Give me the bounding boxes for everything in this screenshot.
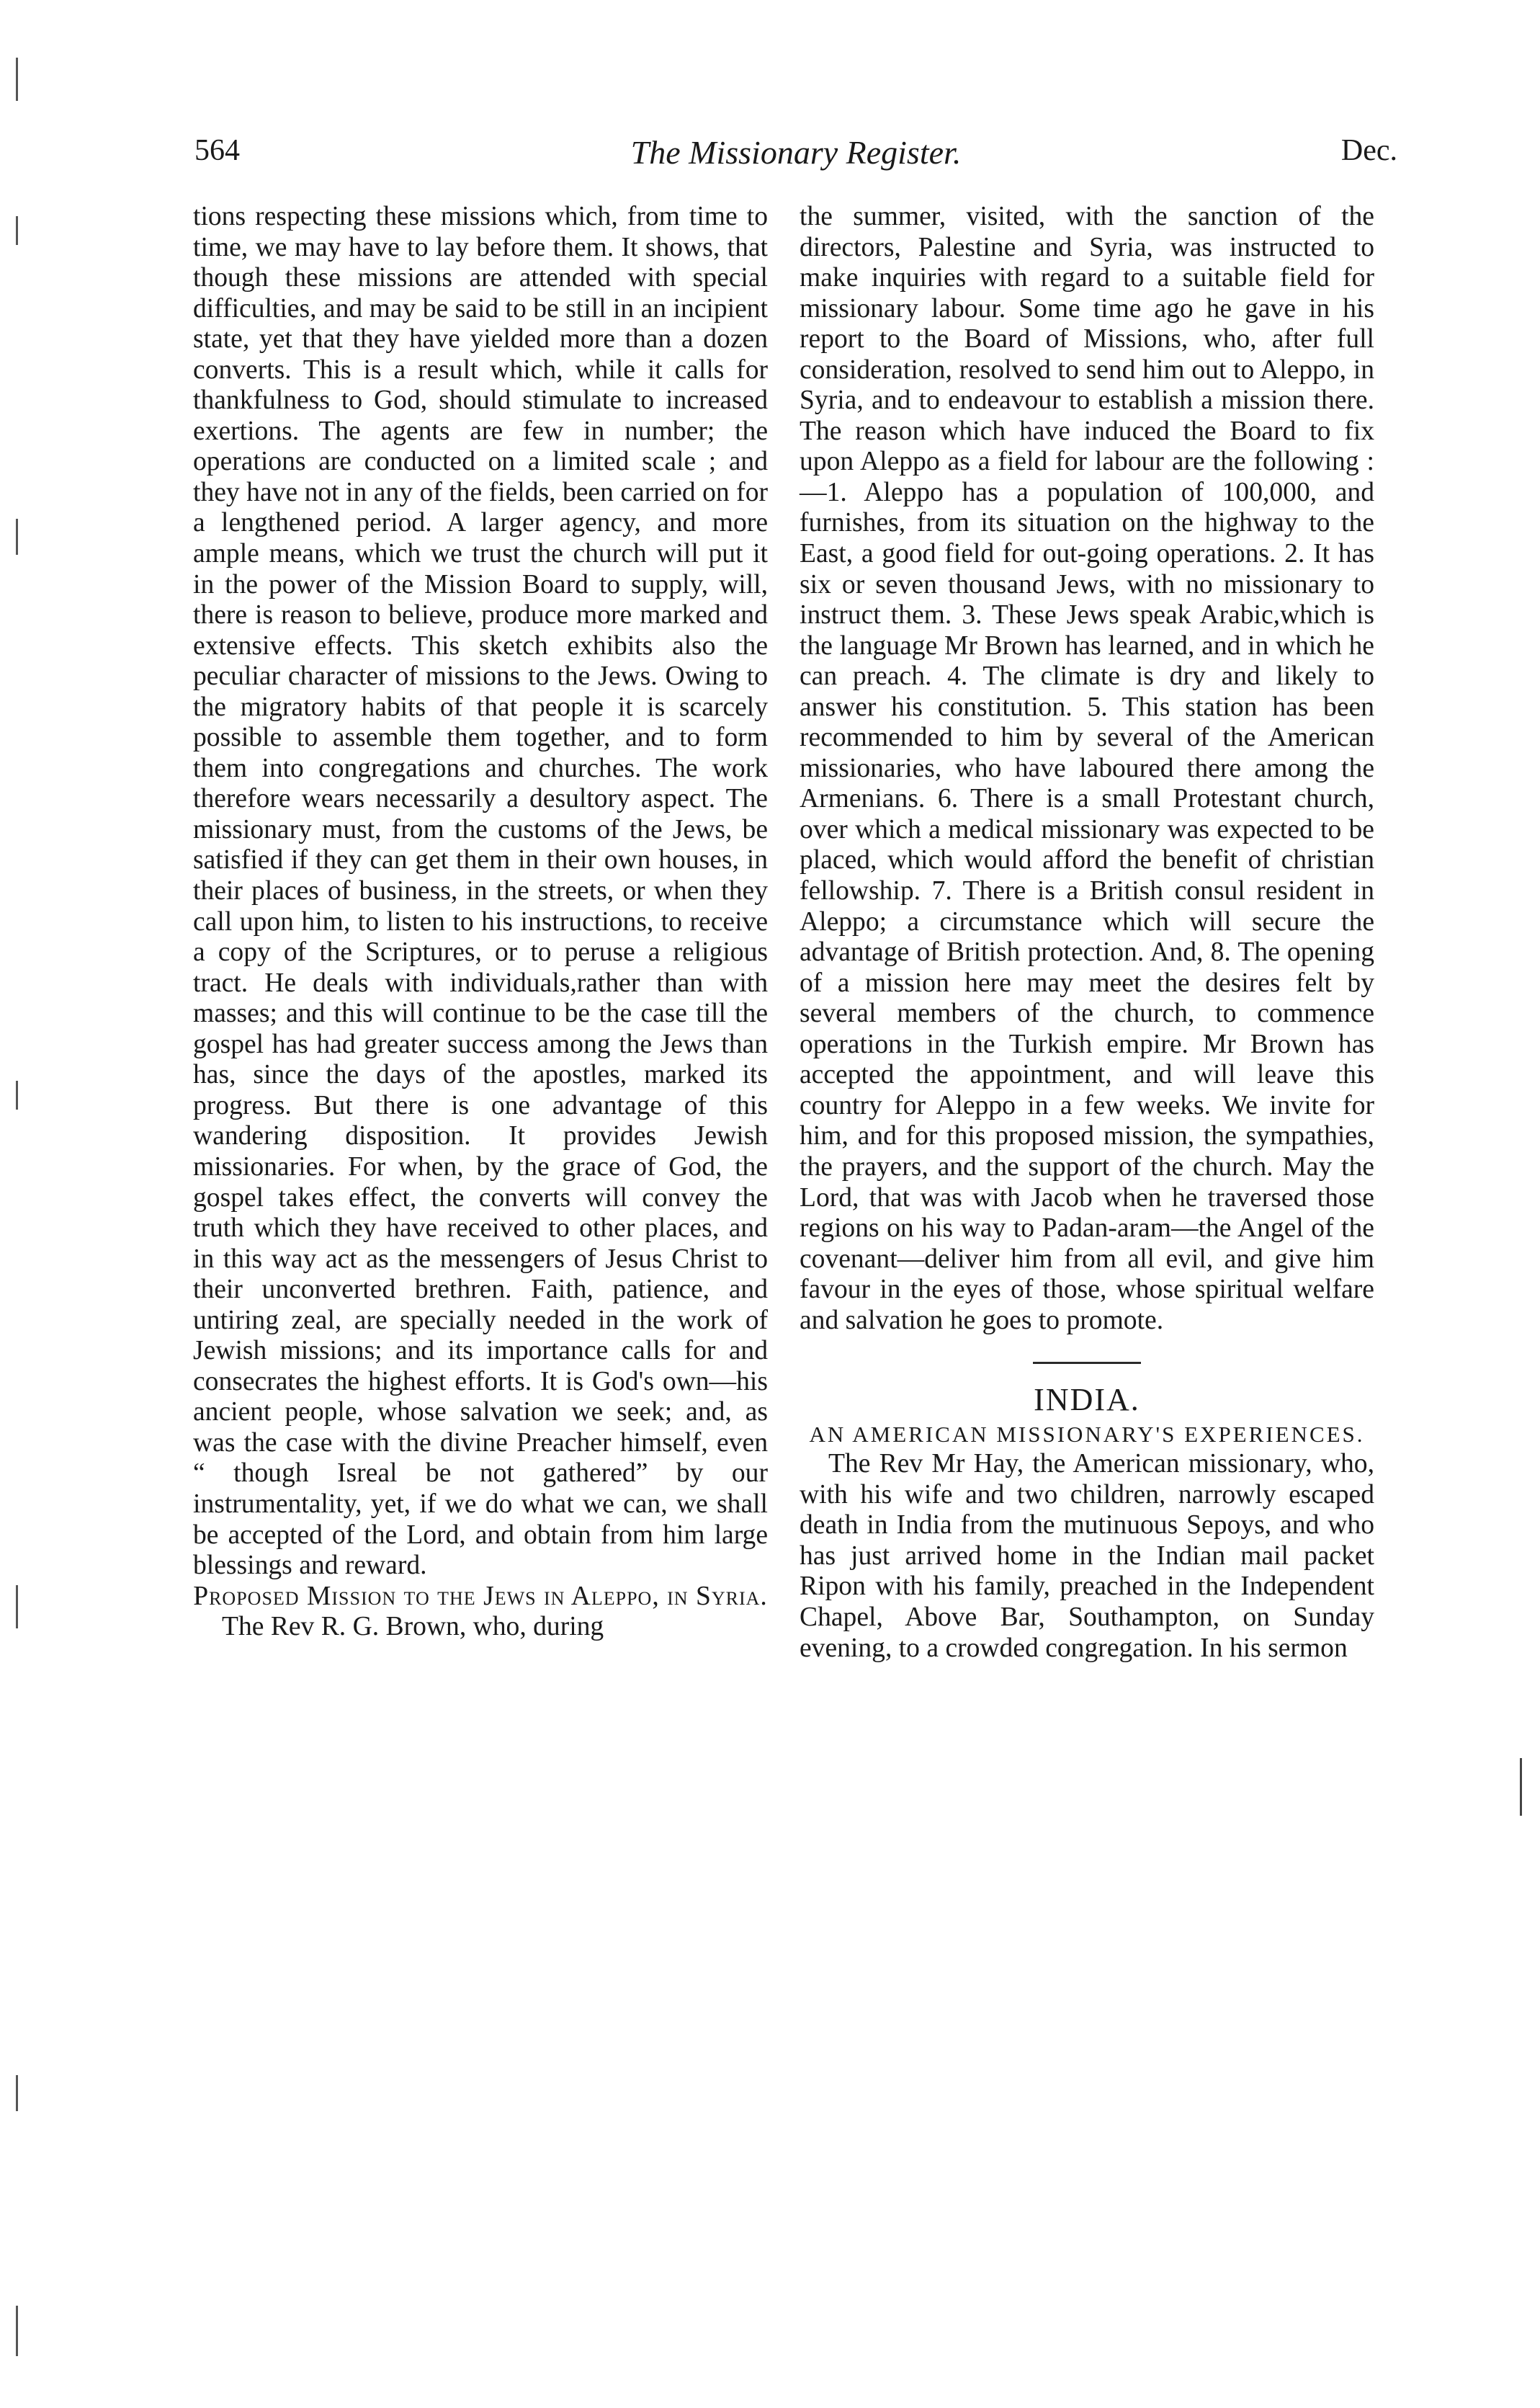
left-paragraph-continued: tions respecting these missions which, from time to time, we may have to lay before them. It shows, that though these missions are attended with special difficulties, and may be said to be still in an incipient state, yet that they have yielded more than a dozen converts. This is a result which, while it calls for thankfulness to God, should stimulate to increased exertions. The agents are few in number; the operations are conducted on a limited scale ; and they have not in any of the fields, been carried on for a lengthened period. A larger agency, and more ample means, which we trust the church will put it in the power of the Mission Board to supply, will, there is reason to believe, produce more marked and extensive effects. This sketch exhibits also the peculiar character of missions to the Jews. Owing to the migratory habits of that people it is scarcely possible to assemble them together, and to form them into congregations and churches. The work therefore wears necessarily a desultory aspect. The missionary must, from the customs of the Jews, be satisfied if they can get them in their own houses, in their places of business, in the streets, or when they call upon him, to listen to his instructions, to receive a copy of the Scriptures, or to peruse a religious tract. He deals with individuals,rather than with masses; and this will continue to be the case till the gospel has had greater success among the Jews than has, since the days of the apostles, marked its progress. But there is one advantage of this wandering disposition. It provides Jewish missionaries. For when, by the grace of God, the gospel takes effect, the converts will convey the truth which they have received to other places, and in this way act as the messengers of Jesus Christ to their unconverted brethren. Faith, patience, and untiring zeal, are specially needed in the work of Jewish missions; and its importance calls for and consecrates the highest efforts. It is God's own—his ancient people, whose salvation we seek; and, as was the case with the divine Preacher himself, even “ though Isreal be not gathered” by our instrumentality, yet, if we do what we can, we shall be accepted of the Lord, and obtain from him large blessings and reward.	[193, 202, 768, 1581]
aleppo-paragraph-continued: the summer, visited, with the sanction of the directors, Palestine and Syria, was instructed to make inquiries with regard to a suitable field for missionary labour. Some time ago he gave in his report to the Board of Missions, who, after full consideration, resolved to send him out to Aleppo, in Syria, and to endeavour to establish a mission there. The reason which have induced the Board to fix upon Aleppo as a field for labour are the following :—1. Aleppo has a population of 100,000, and furnishes, from its situation on the highway to the East, a good field for out-going operations. 2. It has six or seven thousand Jews, with no missionary to instruct them. 3. These Jews speak Arabic,which is the language Mr Brown has learned, and in which he can preach. 4. The climate is dry and likely to answer his constitution. 5. This station has been recommended to him by several of the American missionaries, who have laboured there among the Armenians. 6. There is a small Protestant church, over which a medical missionary was expected to be placed, which would afford the benefit of christian fellowship. 7. There is a British consul resident in Aleppo; a circumstance which will secure the advantage of British protection. And, 8. The opening of a mission here may meet the desires felt by several members of the church, to commence operations in the Turkish empire. Mr Brown has accepted the appointment, and will leave this country for Aleppo in a few weeks. We invite for him, and for this proposed mission, the sympathies, the prayers, and the support of the church. May the Lord, that was with Jacob when he traversed those regions on his way to Padan-aram—the Angel of the covenant—deliver him from all evil, and give him favour in the eyes of those, whose spiritual welfare and salvation he goes to promote.	[800, 202, 1374, 1335]
scan-margin-mark-right	[1520, 1758, 1522, 1816]
issue-month: Dec.	[1340, 134, 1397, 167]
aleppo-paragraph-start: The Rev R. G. Brown, who, during	[222, 1612, 604, 1642]
scan-margin-marks	[16, 0, 20, 2408]
section-divider	[1033, 1362, 1141, 1364]
proposed-mission-heading: Proposed Mission to the Jews in Aleppo, in Syria.	[193, 1581, 768, 1611]
india-section-title: INDIA.	[1034, 1382, 1140, 1418]
running-head	[194, 133, 1397, 184]
page-number: 564	[194, 134, 240, 167]
india-paragraph: The Rev Mr Hay, the American missionary, who, with his wife and two children, narrowly escaped death in India from the mutinuous Sepoys, and who has just arrived home in the Indian mail packet Ripon with his family, preached in the Independent Chapel, Above Bar, Southampton, on Sunday evening, to a crowded congregation. In his sermon	[800, 1449, 1374, 1663]
left-column	[193, 202, 768, 1643]
right-column	[800, 202, 1374, 1664]
india-section-subtitle: AN AMERICAN MISSIONARY'S EXPERIENCES.	[809, 1422, 1365, 1448]
journal-title: The Missionary Register.	[630, 134, 962, 171]
